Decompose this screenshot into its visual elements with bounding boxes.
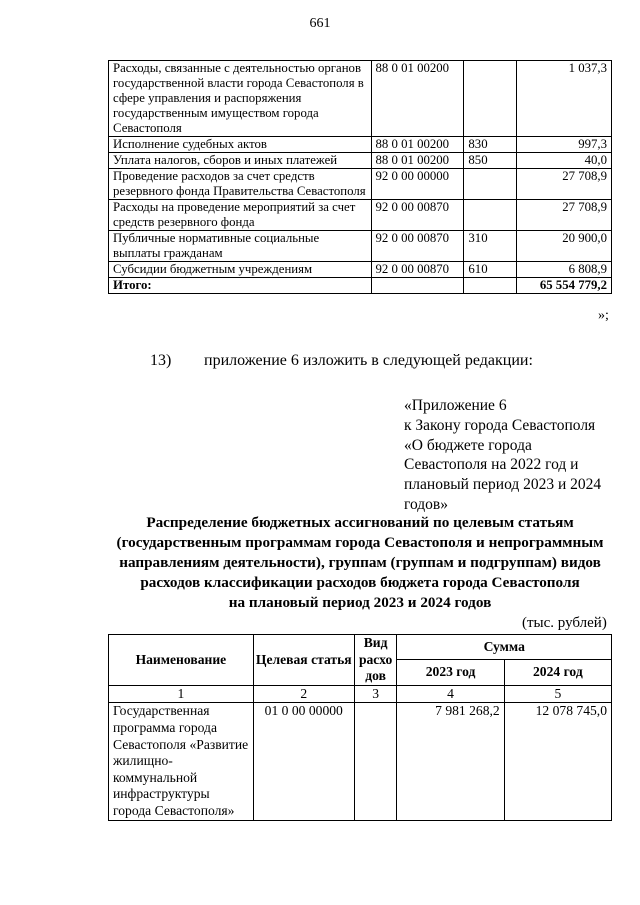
row-code: 92 0 00 00870	[371, 262, 464, 278]
row-vid: 610	[464, 262, 517, 278]
row-code: 92 0 00 00870	[371, 200, 464, 231]
appendix-header	[404, 396, 614, 515]
allocation-table	[108, 634, 612, 821]
row-sum: 27 708,9	[517, 200, 612, 231]
row-name: Публичные нормативные социальные выплаты гражданам	[109, 231, 372, 262]
units-label: (тыс. рублей)	[522, 615, 607, 631]
appendix-line: к Закону города Севастополя	[404, 416, 596, 434]
header-code: Целевая статья	[253, 635, 354, 686]
table-row	[109, 169, 612, 200]
column-number: 3	[354, 685, 397, 703]
row-2024: 12 078 745,0	[504, 703, 611, 820]
row-sum: 20 900,0	[517, 231, 612, 262]
appendix-line: годов»	[404, 495, 448, 513]
row-code: 88 0 01 00200	[371, 61, 464, 137]
row-sum: 1 037,3	[517, 61, 612, 137]
row-name: Государственная программа города Севастополя «Развитие жилищно-коммунальной инфраструктуры города Севастополя»	[109, 703, 254, 820]
item-13	[150, 352, 533, 370]
header-name: Наименование	[109, 635, 254, 686]
row-code: 88 0 01 00200	[371, 153, 464, 169]
item-number: 13)	[150, 352, 172, 369]
column-number: 5	[504, 685, 611, 703]
appendix-line: Севастополя на 2022 год и	[404, 456, 579, 474]
table-row	[109, 200, 612, 231]
header-2023: 2023 год	[397, 660, 504, 685]
appendix-line: «О бюджете города	[404, 436, 532, 454]
row-code: 88 0 01 00200	[371, 137, 464, 153]
heading-line: расходов классификации расходов бюджета города Севастополя	[140, 574, 580, 591]
column-number: 4	[397, 685, 504, 703]
table-row	[109, 231, 612, 262]
expenses-table	[108, 60, 612, 294]
page-number: 661	[309, 16, 331, 31]
heading-line: направлениям деятельности), группам (группам и подгруппам) видов	[119, 554, 601, 571]
row-2023: 7 981 268,2	[397, 703, 504, 820]
heading-line: (государственным программам города Севастополя и непрограммным	[116, 534, 604, 551]
total-sum: 65 554 779,2	[517, 278, 612, 294]
heading-line: Распределение бюджетных ассигнований по целевым статьям	[146, 514, 574, 531]
table-row	[109, 61, 612, 137]
row-code: 92 0 00 00870	[371, 231, 464, 262]
column-numbers-row	[109, 685, 612, 703]
row-sum: 6 808,9	[517, 262, 612, 278]
header-vid: Вид расхо дов	[354, 635, 397, 686]
row-name: Расходы на проведение мероприятий за счет средств резервного фонда	[109, 200, 372, 231]
row-vid: 830	[464, 137, 517, 153]
row-name: Расходы, связанные с деятельностью органов государственной власти города Севастополя в сфере управления и распоряжения государственным имуществом города Севастополя	[109, 61, 372, 137]
document-heading	[108, 513, 612, 613]
row-sum: 40,0	[517, 153, 612, 169]
total-row	[109, 278, 612, 294]
column-number: 1	[109, 685, 254, 703]
row-vid	[464, 200, 517, 231]
row-vid	[354, 703, 397, 820]
table-row	[109, 262, 612, 278]
row-vid	[464, 169, 517, 200]
appendix-line: плановый период 2023 и 2024	[404, 476, 602, 494]
row-name: Исполнение судебных актов	[109, 137, 372, 153]
row-code: 92 0 00 00000	[371, 169, 464, 200]
row-sum: 27 708,9	[517, 169, 612, 200]
column-number: 2	[253, 685, 354, 703]
heading-line: на плановый период 2023 и 2024 годов	[228, 594, 492, 611]
item-text: приложение 6 изложить в следующей редакции:	[204, 352, 533, 369]
header-sum: Сумма	[397, 635, 612, 660]
table-row	[109, 153, 612, 169]
header-2024: 2024 год	[504, 660, 611, 685]
row-name: Проведение расходов за счет средств резервного фонда Правительства Севастополя	[109, 169, 372, 200]
table-row	[109, 703, 612, 820]
closing-quote: »;	[598, 308, 609, 323]
row-sum: 997,3	[517, 137, 612, 153]
row-name: Уплата налогов, сборов и иных платежей	[109, 153, 372, 169]
total-label: Итого:	[109, 278, 372, 294]
row-vid	[464, 61, 517, 137]
appendix-line: «Приложение 6	[404, 397, 507, 414]
row-name: Субсидии бюджетным учреждениям	[109, 262, 372, 278]
row-code: 01 0 00 00000	[253, 703, 354, 820]
row-vid: 850	[464, 153, 517, 169]
table-row	[109, 137, 612, 153]
row-vid: 310	[464, 231, 517, 262]
